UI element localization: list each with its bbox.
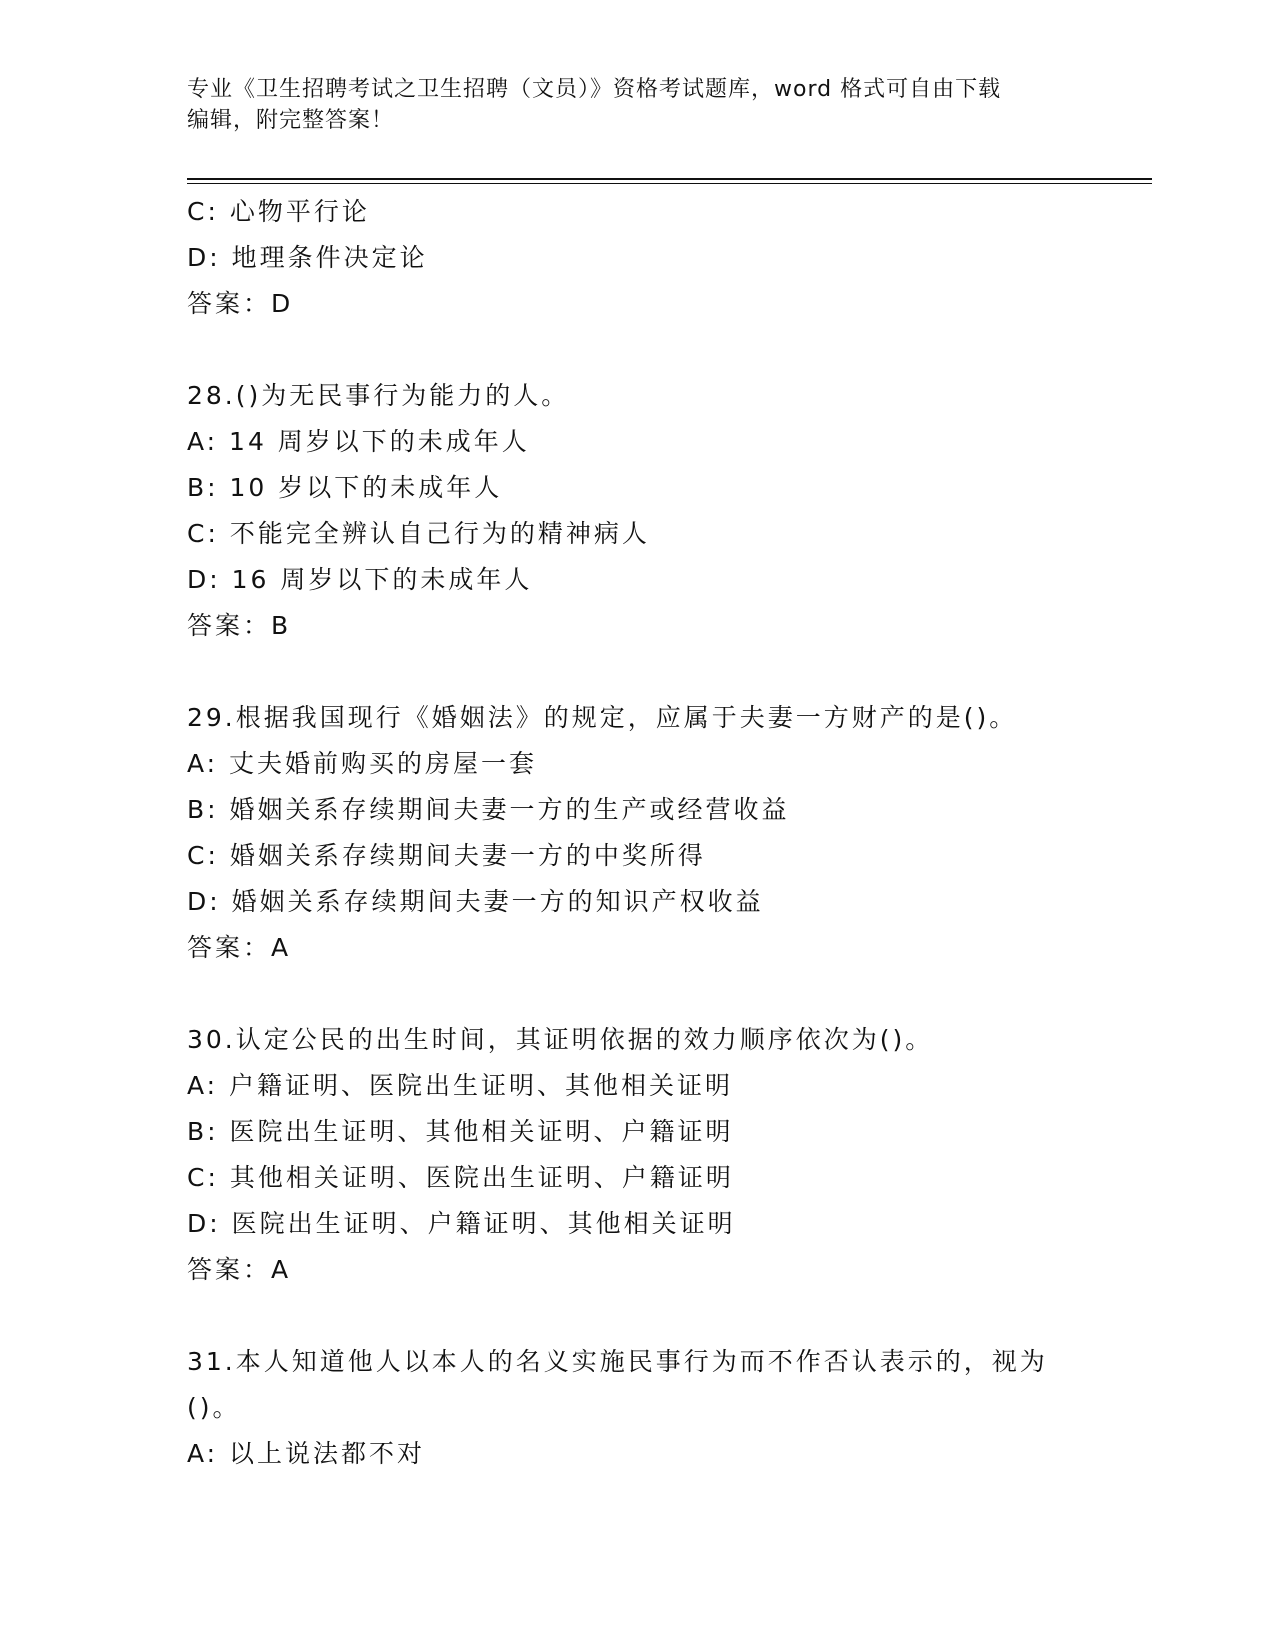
answer-line: 答案：D [187,289,294,318]
option-c: C: 婚姻关系存续期间夫妻一方的中奖所得 [187,841,706,870]
answer-line: 答案：A [187,1255,292,1284]
header-divider [187,178,1152,184]
question-stem: 29.根据我国现行《婚姻法》的规定，应属于夫妻一方财产的是()。 [187,703,1018,732]
question-27-tail [187,189,1107,327]
option-a: A: 丈夫婚前购买的房屋一套 [187,749,538,778]
question-stem: 28.()为无民事行为能力的人。 [187,381,570,410]
question-29 [187,695,1107,971]
spacer [187,649,1107,695]
question-stem: 30.认定公民的出生时间，其证明依据的效力顺序依次为()。 [187,1025,934,1054]
document-body [187,189,1107,1477]
option-c: C: 其他相关证明、医院出生证明、户籍证明 [187,1163,734,1192]
question-28 [187,373,1107,649]
header-line-2: 编辑，附完整答案！ [187,108,395,133]
question-31 [187,1339,1107,1477]
option-a: A: 14 周岁以下的未成年人 [187,427,530,456]
spacer [187,1293,1107,1339]
answer-line: 答案：A [187,933,292,962]
question-30 [187,1017,1107,1293]
page-header [187,74,1087,136]
option-d: D: 地理条件决定论 [187,243,428,272]
option-c: C: 不能完全辨认自己行为的精神病人 [187,519,650,548]
option-a: A: 以上说法都不对 [187,1439,426,1468]
option-a: A: 户籍证明、医院出生证明、其他相关证明 [187,1071,734,1100]
spacer [187,327,1107,373]
header-line-1: 专业《卫生招聘考试之卫生招聘（文员）》资格考试题库，word 格式可自由下载 [187,77,1002,102]
option-c: C: 心物平行论 [187,197,370,226]
option-d: D: 16 周岁以下的未成年人 [187,565,533,594]
option-d: D: 医院出生证明、户籍证明、其他相关证明 [187,1209,736,1238]
option-b: B: 婚姻关系存续期间夫妻一方的生产或经营收益 [187,795,790,824]
option-b: B: 10 岁以下的未成年人 [187,473,503,502]
question-stem-line-2: ()。 [187,1393,241,1422]
option-b: B: 医院出生证明、其他相关证明、户籍证明 [187,1117,734,1146]
option-d: D: 婚姻关系存续期间夫妻一方的知识产权收益 [187,887,764,916]
question-stem-line-1: 31.本人知道他人以本人的名义实施民事行为而不作否认表示的，视为 [187,1347,1048,1376]
spacer [187,971,1107,1017]
answer-line: 答案：B [187,611,292,640]
